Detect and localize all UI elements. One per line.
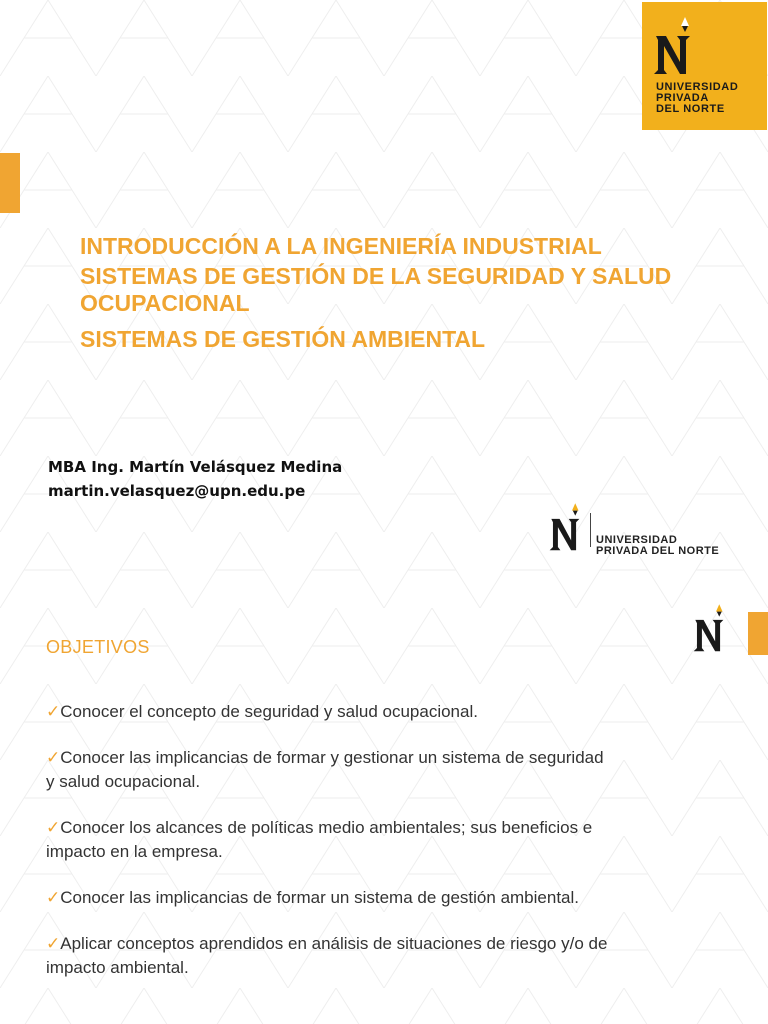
list-item [46,746,726,794]
logo-line: UNIVERSIDAD [656,81,739,93]
list-item-text: y salud ocupacional. [46,772,201,791]
logo-wordmark [656,82,738,115]
list-item [46,816,726,864]
check-icon: ✓ [46,888,61,907]
list-item-text: Conocer los alcances de políticas medio ambientales; sus beneficios e [60,818,593,837]
upn-n-emblem-icon [548,499,586,557]
check-icon: ✓ [46,748,61,767]
list-item-text: impacto en la empresa. [46,842,223,861]
list-item [46,700,726,724]
list-item-text: Conocer las implicancias de formar un sistema de gestión ambiental. [60,888,579,907]
title-line: SISTEMAS DE GESTIÓN DE LA SEGURIDAD Y SALUD [80,263,672,289]
logo-line: PRIVADA DEL NORTE [596,545,720,557]
objectives-list [46,700,726,1002]
list-item-text: impacto ambiental. [46,958,189,977]
author-name: MBA Ing. Martín Velásquez Medina [48,458,343,476]
list-item-text: Conocer las implicancias de formar y gestionar un sistema de seguridad [60,748,604,767]
title-line: INTRODUCCIÓN A LA INGENIERÍA INDUSTRIAL [80,233,602,259]
logo-divider [590,513,591,547]
list-item [46,932,726,980]
university-logo [642,2,767,130]
check-icon: ✓ [46,934,61,953]
logo-wordmark [596,535,719,557]
logo-line: UNIVERSIDAD [596,534,678,546]
logo-line: DEL NORTE [656,103,725,115]
section-heading: OBJETIVOS [46,637,150,657]
upn-n-emblem-icon [652,16,698,78]
university-logo-inline [548,497,738,559]
author-email: martin.velasquez@upn.edu.pe [48,482,306,500]
check-icon: ✓ [46,702,61,721]
list-item-text: Conocer el concepto de seguridad y salud ocupacional. [60,702,478,721]
upn-n-emblem-icon [692,599,730,659]
title-line: OCUPACIONAL [80,290,250,316]
list-item-text: Aplicar conceptos aprendidos en análisis de situaciones de riesgo y/o de [60,934,608,953]
title-line: SISTEMAS DE GESTIÓN AMBIENTAL [80,326,486,352]
slide-title [80,229,750,353]
objectives-slide [0,595,768,1024]
author-block [48,455,342,503]
list-item [46,886,726,910]
accent-bar [748,612,768,655]
accent-bar [0,153,20,213]
check-icon: ✓ [46,818,61,837]
logo-line: PRIVADA [656,92,709,104]
